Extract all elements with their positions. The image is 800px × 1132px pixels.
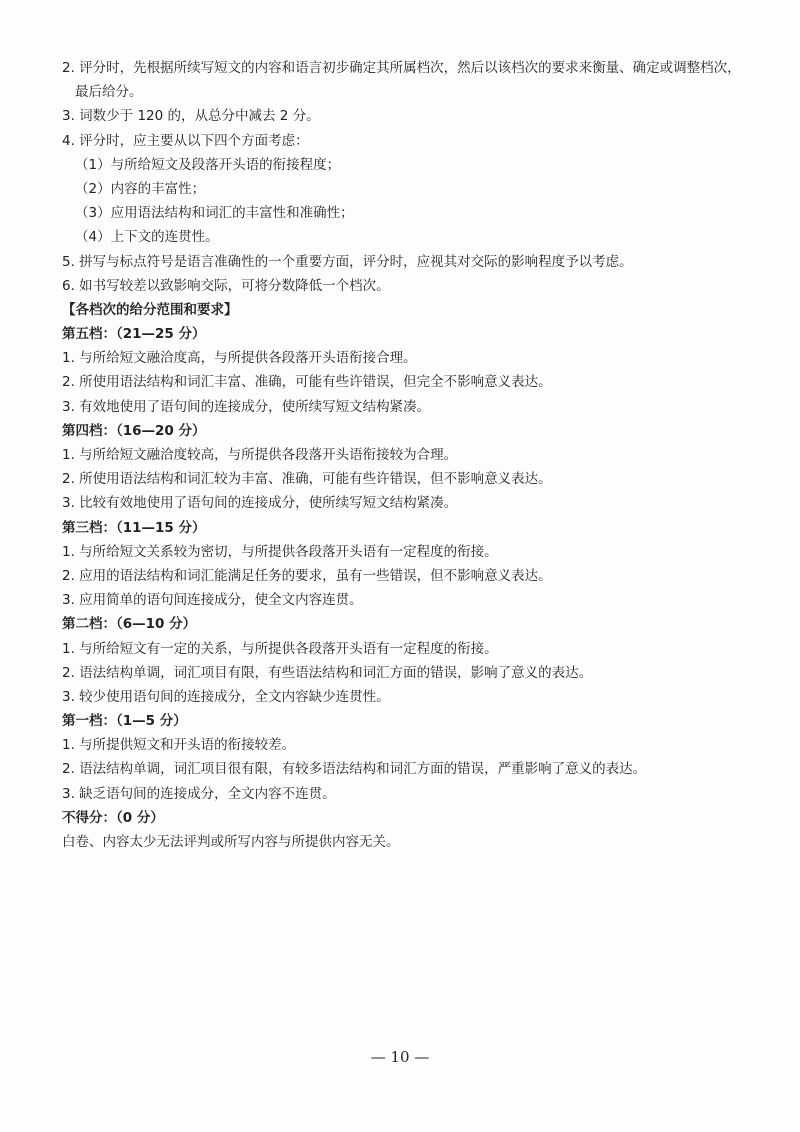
band-1-item-3: 3. 缺乏语句间的连接成分，全文内容不连贯。 <box>62 785 336 802</box>
rule-4-item-4: （4）上下文的连贯性。 <box>75 229 219 246</box>
band-4-heading: 第四档：（16—20 分） <box>62 422 206 439</box>
band-3-item-2: 2. 应用的语法结构和词汇能满足任务的要求，虽有一些错误，但不影响意义表达。 <box>62 567 552 584</box>
page-number: — 10 — <box>370 1048 430 1066</box>
scoring-rules-content <box>62 56 752 854</box>
band-3-item-1: 1. 与所给短文关系较为密切，与所提供各段落开头语有一定程度的衔接。 <box>62 543 498 560</box>
band-3-heading: 第三档：（11—15 分） <box>62 519 206 536</box>
rule-6: 6. 如书写较差以致影响交际，可将分数降低一个档次。 <box>62 277 390 294</box>
rule-4: 4. 评分时，应主要从以下四个方面考虑： <box>62 132 309 149</box>
band-0-heading: 不得分：（0 分） <box>62 809 164 826</box>
rule-5: 5. 拼写与标点符号是语言准确性的一个重要方面，评分时，应视其对交际的影响程度予以考虑。 <box>62 253 633 270</box>
band-1-heading: 第一档：（1—5 分） <box>62 713 187 730</box>
band-5-heading: 第五档：（21—25 分） <box>62 326 206 343</box>
band-4-item-1: 1. 与所给短文融洽度较高，与所提供各段落开头语衔接较为合理。 <box>62 447 458 463</box>
band-5-item-1: 1. 与所给短文融洽度高，与所提供各段落开头语衔接合理。 <box>62 350 417 367</box>
rule-2-line-1: 2. 评分时，先根据所续写短文的内容和语言初步确定其所属档次，然后以该档次的要求来衡量、确定或调整档次， <box>62 60 741 76</box>
band-2-item-3: 3. 较少使用语句间的连接成分，全文内容缺少连贯性。 <box>62 688 390 705</box>
band-2-item-1: 1. 与所给短文有一定的关系，与所提供各段落开头语有一定程度的衔接。 <box>62 640 498 657</box>
section-title: 【各档次的给分范围和要求】 <box>62 301 238 318</box>
band-4-item-2: 2. 所使用语法结构和词汇较为丰富、准确，可能有些许错误，但不影响意义表达。 <box>62 471 552 488</box>
rule-3: 3. 词数少于 120 的，从总分中减去 2 分。 <box>62 108 320 125</box>
band-3-item-3: 3. 应用简单的语句间连接成分，使全文内容连贯。 <box>62 592 363 609</box>
band-2-heading: 第二档：（6—10 分） <box>62 616 197 633</box>
rule-2-line-2: 最后给分。 <box>75 84 143 101</box>
band-0-item-1: 白卷、内容太少无法评判或所写内容与所提供内容无关。 <box>62 834 400 850</box>
rule-4-item-3: （3）应用语法结构和词汇的丰富性和准确性； <box>75 205 354 222</box>
band-5-item-3: 3. 有效地使用了语句间的连接成分，使所续写短文结构紧凑。 <box>62 398 431 415</box>
band-2-item-2: 2. 语法结构单调，词汇项目有限，有些语法结构和词汇方面的错误，影响了意义的表达。 <box>62 664 593 681</box>
band-4-item-3: 3. 比较有效地使用了语句间的连接成分，使所续写短文结构紧凑。 <box>62 495 458 512</box>
rule-4-item-1: （1）与所给短文及段落开头语的衔接程度； <box>75 156 341 173</box>
band-1-item-2: 2. 语法结构单调，词汇项目很有限，有较多语法结构和词汇方面的错误，严重影响了意义的表达。 <box>62 761 647 778</box>
rule-4-item-2: （2）内容的丰富性； <box>75 180 206 197</box>
band-5-item-2: 2. 所使用语法结构和词汇丰富、准确，可能有些许错误，但完全不影响意义表达。 <box>62 374 552 391</box>
band-1-item-1: 1. 与所提供短文和开头语的衔接较差。 <box>62 737 296 754</box>
